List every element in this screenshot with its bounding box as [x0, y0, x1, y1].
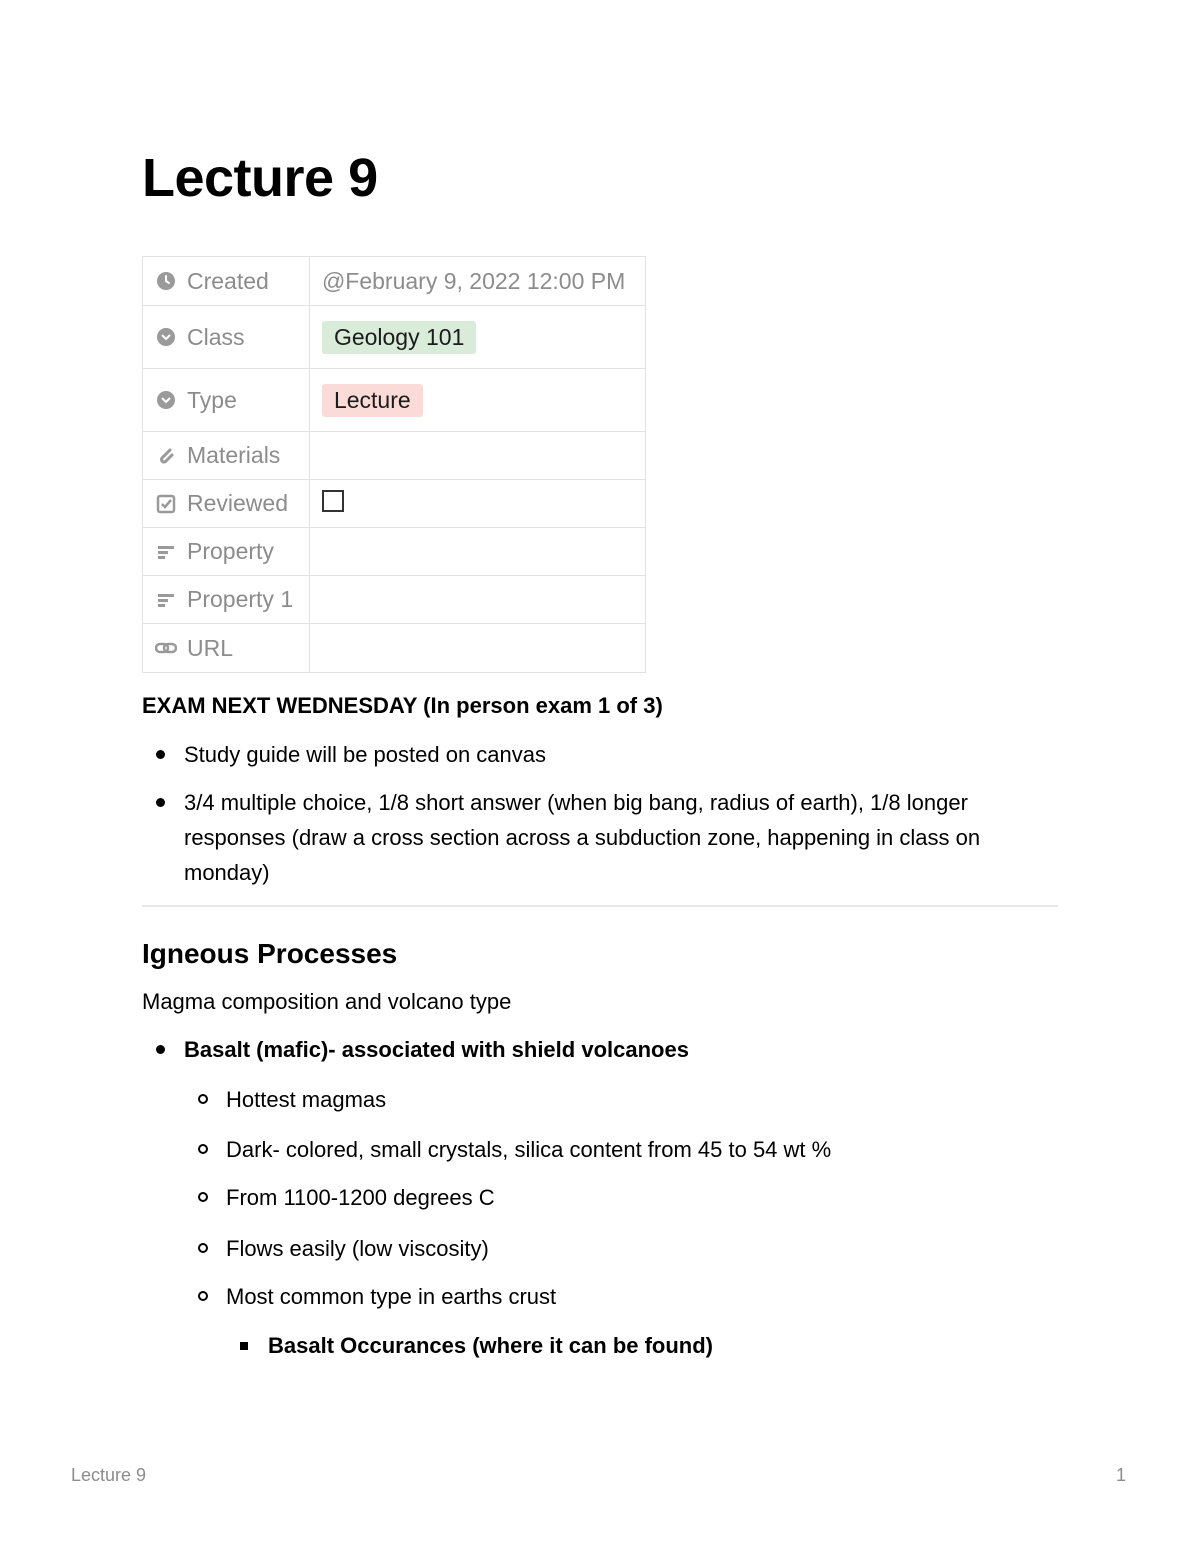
list-item: Basalt Occurances (where it can be found) [268, 1328, 713, 1363]
list-item: Study guide will be posted on canvas [184, 737, 1054, 772]
list-item: Flows easily (low viscosity) [226, 1231, 489, 1266]
section-intro: Magma composition and volcano type [142, 989, 512, 1014]
property-row-url[interactable] [143, 624, 646, 673]
property-key: Materials [187, 442, 281, 468]
materials-value[interactable] [309, 432, 645, 480]
class-tag[interactable]: Geology 101 [322, 321, 476, 354]
property-row-reviewed[interactable] [143, 480, 646, 528]
select-icon [155, 326, 177, 348]
url-value[interactable] [309, 624, 645, 673]
text-icon [155, 589, 177, 611]
property-key: URL [187, 634, 234, 661]
property-value[interactable] [309, 528, 645, 576]
page-title: Lecture 9 [142, 148, 378, 208]
property-row-property-1[interactable] [143, 576, 646, 624]
property-1-value[interactable] [309, 576, 645, 624]
property-row-class[interactable] [143, 306, 646, 369]
select-icon [155, 389, 177, 411]
list-item: Most common type in earths crust [226, 1279, 556, 1314]
property-key: Property 1 [187, 586, 294, 612]
list-item: From 1100-1200 degrees C [226, 1180, 495, 1215]
clock-icon [155, 270, 177, 292]
section-heading: Igneous Processes [142, 938, 398, 969]
list-item: Basalt (mafic)- associated with shield volcanoes [184, 1032, 689, 1067]
list-item: Dark- colored, small crystals, silica content from 45 to 54 wt % [226, 1132, 831, 1167]
property-row-property[interactable] [143, 528, 646, 576]
properties-table [142, 256, 646, 673]
property-row-type[interactable] [143, 369, 646, 432]
reviewed-checkbox[interactable] [322, 490, 344, 512]
checkbox-icon [155, 493, 177, 515]
list-item: Hottest magmas [226, 1082, 386, 1117]
property-key: Class [187, 323, 245, 350]
footer-title: Lecture 9 [71, 1465, 147, 1485]
page-number: 1 [1116, 1465, 1127, 1485]
text-icon [155, 541, 177, 563]
property-row-created[interactable] [143, 257, 646, 306]
divider [142, 905, 1058, 907]
property-key: Property [187, 538, 274, 564]
exam-heading: EXAM NEXT WEDNESDAY (In person exam 1 of 3) [142, 693, 663, 718]
type-tag[interactable]: Lecture [322, 384, 423, 417]
property-key: Type [187, 386, 237, 413]
link-icon [155, 637, 177, 659]
property-key: Reviewed [187, 490, 288, 516]
paperclip-icon [155, 445, 177, 467]
property-key: Created [187, 267, 269, 294]
property-row-materials[interactable] [143, 432, 646, 480]
list-item: 3/4 multiple choice, 1/8 short answer (when big bang, radius of earth), 1/8 longer responses (draw a cross section across a subduction zone, happening in class on monday) [184, 785, 1058, 890]
created-date: @February 9, 2022 12:00 PM [321, 267, 626, 294]
